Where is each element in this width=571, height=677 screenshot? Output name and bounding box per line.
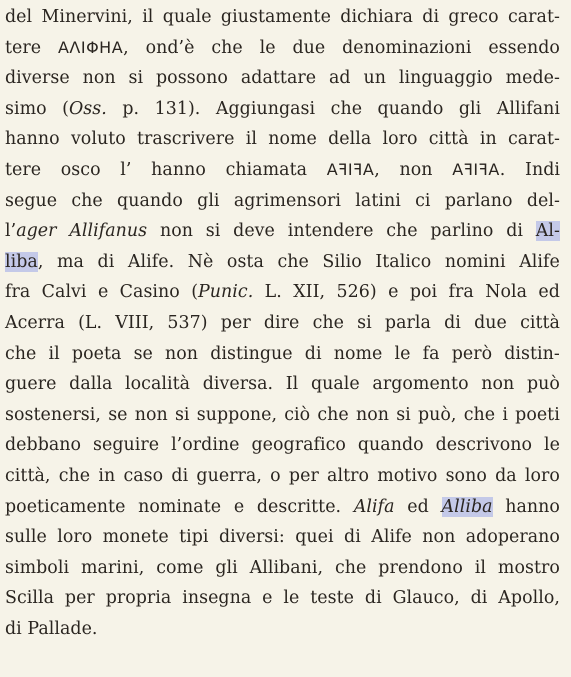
text-line (5, 218, 560, 244)
word: segue (5, 190, 58, 211)
word: giustamente (220, 7, 331, 27)
word: quale (310, 374, 360, 395)
word: poeti (515, 404, 560, 425)
word: seguire (93, 435, 160, 456)
word: Italico (375, 251, 432, 272)
word: sostenersi, (5, 404, 101, 425)
word: il (245, 129, 257, 150)
word: voluto (70, 129, 126, 150)
text-line (5, 555, 560, 581)
word: descrivono (435, 435, 533, 456)
word: che (317, 404, 349, 425)
word: Allifanus (69, 221, 148, 242)
word: distin- (504, 343, 560, 364)
word: Scilla (5, 588, 55, 609)
word: gli (197, 190, 220, 211)
word: le (283, 588, 300, 609)
word: si (357, 313, 372, 333)
word: ΑΛΙΦΗΑ, (57, 37, 129, 58)
word: loro (524, 466, 560, 486)
word: se (133, 343, 153, 364)
word: 131). (154, 98, 201, 119)
word: poi (409, 282, 438, 303)
text-line (5, 310, 560, 336)
word: che (463, 404, 496, 425)
word: parlino (430, 221, 494, 242)
word: che (330, 98, 363, 119)
text-line (5, 65, 560, 91)
word: non (481, 374, 515, 395)
word: Nola (485, 282, 528, 303)
text-line (5, 126, 560, 152)
word: Allibani, (249, 557, 324, 578)
word: non (165, 343, 199, 364)
word: latini (355, 190, 401, 211)
word: Aggiungasi (215, 98, 316, 119)
word: se (108, 404, 128, 425)
word: gli (215, 557, 238, 578)
word: un (363, 68, 386, 89)
word: nomini (444, 251, 506, 272)
text-run: di Pallade. (5, 619, 98, 639)
word: XII, (293, 282, 326, 303)
word: città (520, 313, 560, 333)
word: p. (122, 98, 140, 119)
word: di (344, 527, 361, 548)
word: nome (333, 343, 383, 364)
word: hanno (5, 129, 60, 150)
word: carat- (507, 129, 560, 150)
text-line (5, 463, 560, 489)
word: di (506, 221, 523, 242)
word: si (396, 404, 411, 425)
word: Glauco, (392, 588, 460, 609)
word: liba, (5, 251, 44, 272)
word: fra (448, 282, 474, 303)
word: ΑꟻΙꟻΑ. (452, 160, 506, 180)
word: VIII, (115, 313, 155, 333)
word: di (422, 7, 440, 27)
word: che (211, 37, 243, 58)
word: per (64, 588, 95, 609)
word: ed (538, 282, 560, 303)
word: tere (5, 37, 42, 58)
word: simboli (5, 557, 70, 578)
word: denominazioni (342, 37, 472, 58)
word: però (451, 343, 493, 364)
text-line (5, 524, 560, 550)
word: di (171, 466, 189, 486)
word: insegna (182, 588, 252, 609)
word: Alifa (353, 496, 395, 517)
word: nominate (138, 496, 222, 517)
word: può, (417, 404, 457, 425)
word: si (205, 221, 221, 242)
word: hanno (151, 160, 206, 180)
word: i (502, 404, 508, 425)
word: Minervini, (41, 7, 133, 27)
word: città (428, 129, 469, 150)
word: non (82, 68, 116, 89)
word: che (386, 221, 418, 242)
word: non (134, 404, 168, 425)
word: altro (327, 466, 369, 486)
text-line (5, 279, 560, 305)
word: non (355, 404, 389, 425)
text-line (5, 494, 560, 520)
word: del (5, 7, 33, 27)
word: non (159, 221, 193, 242)
word: dalla (69, 374, 113, 395)
word: 537) (167, 313, 208, 333)
word: caso (123, 466, 164, 486)
text-line (5, 249, 560, 275)
word: Calvi (41, 282, 87, 303)
word: e (262, 588, 273, 609)
word: prendono (378, 557, 463, 578)
text-line (5, 4, 560, 30)
word: e (97, 282, 109, 303)
word: Alliba (441, 496, 493, 517)
word: loro (382, 129, 418, 150)
word: adattare (240, 68, 317, 89)
word: si (128, 68, 144, 89)
word: motivo (377, 466, 438, 486)
word: (Punic. (191, 282, 254, 303)
word: può (526, 374, 560, 395)
word: due (474, 313, 507, 333)
word: l’ordine (171, 435, 240, 456)
word: (L. (78, 313, 103, 333)
word: Casino (119, 282, 180, 303)
word: osta (226, 251, 264, 272)
word: Alife. (127, 251, 175, 272)
word: propria (105, 588, 172, 609)
word: suppone, (196, 404, 278, 425)
word: Nè (187, 251, 214, 272)
word: essendo (488, 37, 560, 58)
word: diverse (5, 68, 70, 89)
word: di (470, 588, 488, 609)
word: Silio (322, 251, 362, 272)
word: non (399, 160, 433, 180)
word: deve (233, 221, 275, 242)
word: hanno (505, 496, 560, 517)
word: poeticamente (5, 496, 126, 517)
word: ed (407, 496, 429, 517)
word: trascrivere (137, 129, 235, 150)
word: 526) (336, 282, 377, 303)
text-line (5, 341, 560, 367)
word: Allifani (496, 98, 560, 119)
word: quando (357, 435, 424, 456)
word: teste (310, 588, 354, 609)
word: greco (448, 7, 499, 27)
word: possono (156, 68, 228, 89)
text-line (5, 371, 560, 397)
word: diversa. (202, 374, 274, 395)
word: Alife (519, 251, 560, 272)
text-line (5, 432, 560, 458)
word: mede- (505, 68, 560, 89)
word: ciò (284, 404, 311, 425)
word: quei (295, 527, 334, 548)
word: località (125, 374, 191, 395)
word: fa (422, 343, 440, 364)
word: debbano (5, 435, 82, 456)
word: gli (458, 98, 482, 119)
word: non (422, 527, 456, 548)
word: parlano (444, 190, 513, 211)
word: e (388, 282, 399, 303)
word: loro (57, 527, 93, 548)
word: per (288, 466, 319, 486)
word: il (48, 343, 60, 364)
word: guerra, (196, 466, 262, 486)
word: mostro (497, 557, 560, 578)
word: sulle (5, 527, 47, 548)
word: agrimensori (233, 190, 342, 211)
word: marini, (80, 557, 145, 578)
word: Al- (535, 221, 560, 242)
word: in (479, 129, 497, 150)
word: poeta (71, 343, 122, 364)
word: della (328, 129, 372, 150)
word: monete (102, 527, 169, 548)
text-line (5, 616, 560, 642)
word: diversi: (218, 527, 285, 548)
word: l’ (120, 160, 132, 180)
word: in (98, 466, 116, 486)
word: l’ager (5, 221, 57, 242)
word: le (544, 435, 560, 456)
word: di (364, 588, 382, 609)
text-line (5, 188, 560, 214)
word: quando (377, 98, 444, 119)
word: guere (5, 374, 57, 395)
word: Indi (525, 160, 560, 180)
word: del- (526, 190, 560, 211)
word: ma (56, 251, 84, 272)
text-line (5, 96, 560, 122)
word: intendere (287, 221, 374, 242)
word: linguaggio (398, 68, 493, 89)
word: che (58, 466, 91, 486)
word: città, (5, 466, 51, 486)
word: quando (117, 190, 183, 211)
word: le (259, 37, 276, 58)
word: quale (162, 7, 212, 27)
word: geografico (251, 435, 346, 456)
word: chiamata (225, 160, 308, 180)
word: ad (328, 68, 351, 89)
word: argomento (372, 374, 469, 395)
text-line (5, 35, 560, 61)
text-line (5, 157, 560, 183)
word: che (71, 190, 103, 211)
word: simo (5, 98, 47, 119)
word: tipi (179, 527, 209, 548)
word: dichiara (340, 7, 413, 27)
word: e (233, 496, 245, 517)
word: nome (268, 129, 317, 150)
word: adoperano (465, 527, 560, 548)
word: parla (384, 313, 431, 333)
word: tere (5, 160, 42, 180)
word: due (292, 37, 326, 58)
word: il (474, 557, 487, 578)
text-line (5, 585, 560, 611)
word: Alife (371, 527, 412, 548)
word: sono (445, 466, 487, 486)
word: ΑꟻΙꟻΑ, (326, 160, 380, 180)
word: il (142, 7, 154, 27)
word: osco (60, 160, 101, 180)
word: ond’è (145, 37, 195, 58)
word: per (220, 313, 251, 333)
word: come (156, 557, 204, 578)
word: L. (264, 282, 282, 303)
word: fra (5, 282, 31, 303)
word: di (97, 251, 115, 272)
word: che (5, 343, 37, 364)
word: da (495, 466, 517, 486)
text-line (5, 402, 560, 428)
word: che (335, 557, 367, 578)
word: Il (285, 374, 299, 395)
word: dire (263, 313, 300, 333)
word: (Oss. (62, 98, 107, 119)
word: ci (415, 190, 431, 211)
word: che (277, 251, 309, 272)
word: di (304, 343, 322, 364)
word: Acerra (5, 313, 65, 333)
word: distingue (210, 343, 293, 364)
word: o (270, 466, 281, 486)
word: Apollo, (498, 588, 560, 609)
word: si (174, 404, 190, 425)
word: carat- (507, 7, 560, 27)
word: descritte. (256, 496, 342, 517)
word: le (394, 343, 411, 364)
word: che (312, 313, 344, 333)
word: di (444, 313, 461, 333)
